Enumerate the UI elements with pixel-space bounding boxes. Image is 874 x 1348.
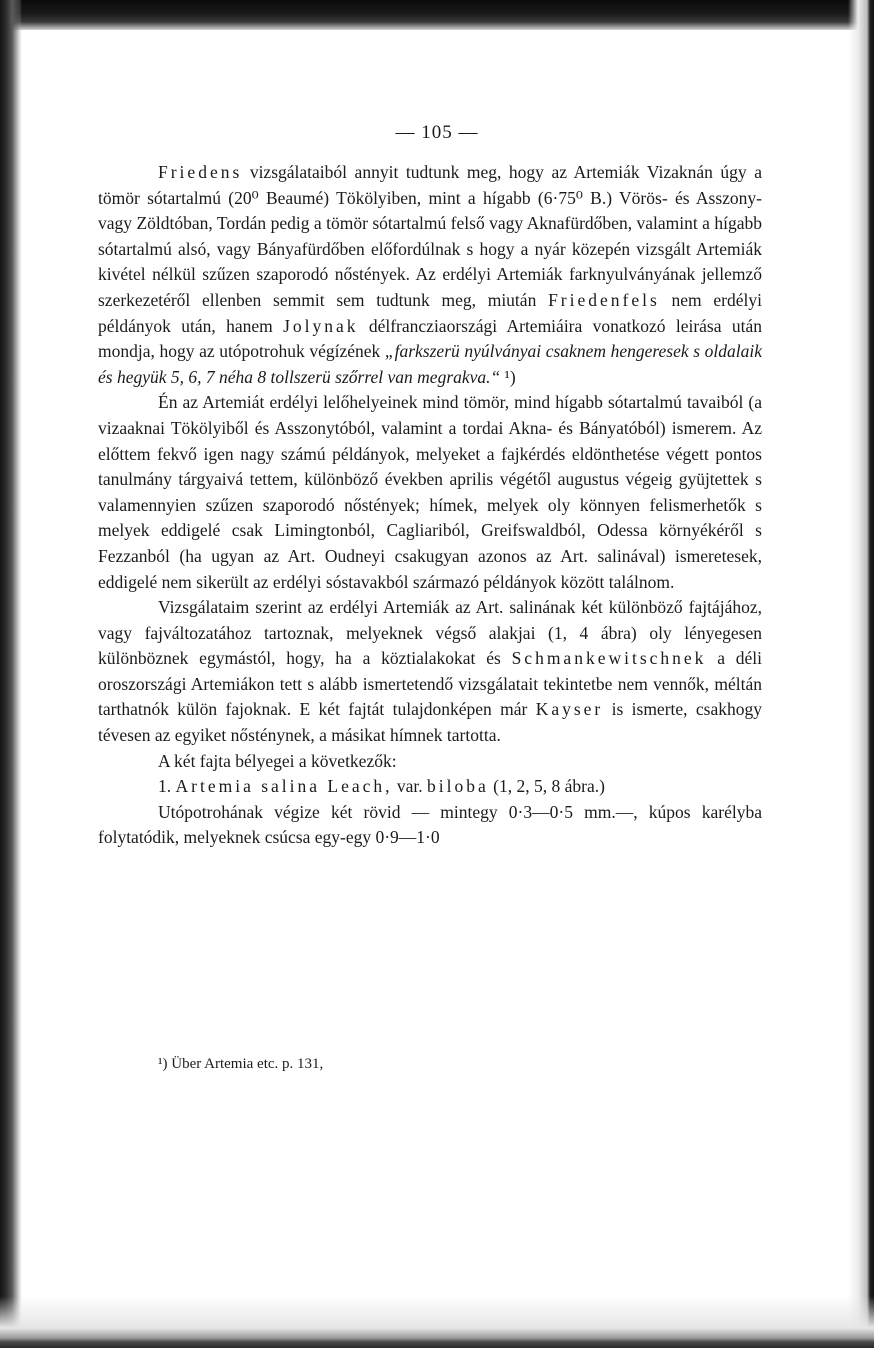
figure-refs: (1, 2, 5, 8 ábra.) [493, 776, 605, 797]
scan-left-edge [0, 0, 22, 1348]
spaced-name: Friedenfels [548, 289, 660, 310]
paragraph [98, 390, 762, 595]
spaced-name: Schmankewitschnek [511, 648, 707, 669]
paragraph-list [98, 160, 762, 774]
spaced-name: Kayser [535, 699, 604, 720]
text-run: ¹) [500, 366, 516, 387]
text-run: délfrancziaországi Artemiáira vonatkozó leirása után mondja, hogy az utópotrohuk végízének [98, 315, 762, 362]
text-run: A két fajta bélyegei a következők: [158, 750, 397, 771]
text-run: Vizsgálataim szerint az erdélyi Artemiák az Art. salinának két különböző fajtájához, vagy fajváltozatához tartoznak, melyeknek végső alakjai (1, 4 ábra) oly lényegesen különböznek egymástól, hogy, ha a köztialakokat és [98, 597, 762, 669]
scan-right-edge [848, 0, 874, 1348]
text-run: Én az Artemiát erdélyi lelőhelyeinek mind tömör, mind hígabb sótartalmú tavaiból (a vizaaknai Tökölyiből és Asszonytóból, valamint a tordai Akna- és Bányatóból) ismerem. Az előttem fekvő igen nagy számú példányok, melyeket a fajkérdés eldönthetése végett pontos tanulmány tárgyaivá tettem, különböző években aprilis végétől augustus végeig gyüjtettek s valamennyien szűzen szaporodó nőstények; hímek, melyek oly könnyen felismerhetők s melyek eddigelé csak Limingtonból, Cagliariból, Greifswaldból, Odessa környékéről s Fezzanból (ha ugyan az Art. Oudneyi csakugyan azonos az Art. salinával) ismeretesek, eddigelé nem sikerült az erdélyi sóstavakból származó példányok között találnom. [98, 392, 762, 592]
footnote-text: Über Artemia etc. p. 131, [171, 1056, 324, 1072]
paragraph [98, 595, 762, 749]
italic-quote: „farkszerü nyúlványai csaknem hengeresek s oldalaik és hegyük 5, 6, 7 néha 8 tollszerü szőrrel van megrakva.“ [98, 341, 763, 387]
var-label: var. [396, 776, 423, 797]
variety-heading [98, 774, 762, 800]
scan-bottom-edge [0, 1296, 874, 1348]
text-run: is ismerte, csakhogy tévesen az egyiket nősténynek, a másikat hímnek tartotta. [98, 699, 762, 746]
footnote-mark: ¹) [158, 1056, 168, 1072]
paragraph [98, 160, 762, 390]
scan-top-edge [0, 0, 874, 30]
page-number: — 105 — [395, 122, 479, 143]
body-text [98, 160, 762, 851]
paragraph [98, 749, 762, 775]
final-paragraph: Utópotrohának végize két rövid — mintegy 0·3—0·5 mm.—, kúpos karélyba folytatódik, melyeknek csúcsa egy-egy 0·9—1·0 [98, 801, 762, 848]
text-run: nem erdélyi példányok után, hanem [98, 289, 762, 336]
spaced-name: Friedens [158, 162, 243, 182]
species-name: Artemia salina Leach, [175, 776, 393, 797]
list-number: 1. [158, 776, 172, 797]
spaced-name: Jolynak [283, 315, 359, 336]
text-run: vizsgálataiból annyit tudtunk meg, hogy az Artemiák Vizaknán úgy a tömör sótartalmú (20⁰ Beaumé) Tökölyiben, mint a hígabb (6·75⁰ B.) Vörös- és Asszony- vagy Zöldtóban, Tordán pedig a tömör sótartalmú felső vagy Aknafürdőben, valamint a hígabb sótartalmú alsó, vagy Bányafürdőben előfordúlnak s hogy a nyár közepén vizsgált Artemiák kivétel nélkül szűzen szaporodó nőstények. Az erdélyi Artemiák farknyulványának jellemző szerkezetéről ellenben semmit sem tudtunk meg, miután [98, 162, 762, 310]
variety-name: biloba [427, 776, 489, 797]
footnote [158, 1056, 758, 1073]
text-run: a déli oroszországi Artemiákon tett s alább ismertetendő vizsgálatait tekintetbe nem vennők, méltán tarthatnók külön fajoknak. E két fajtát tulajdonképen már [98, 648, 762, 720]
